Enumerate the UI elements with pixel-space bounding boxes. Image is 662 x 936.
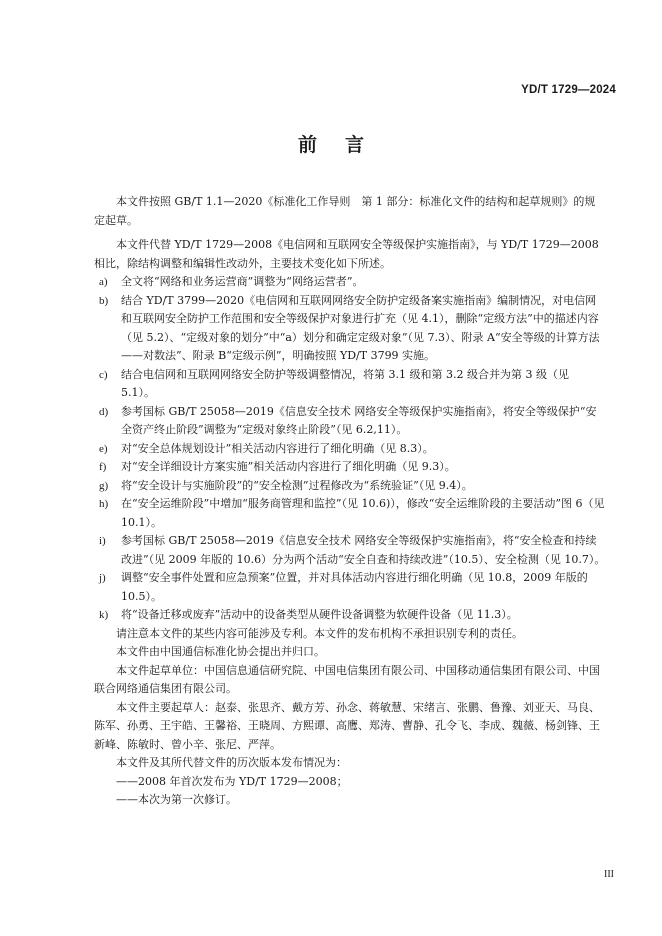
list-marker: b) xyxy=(99,294,109,307)
list-marker: g) xyxy=(99,479,109,492)
list-item-text: 参考国标 GB/T 25058—2019《信息安全技术 网络安全等级保护实施指南》，将安全等级保护“安全资产终止阶段”调整为“定级对象终止阶段”（见 6.2,11）。 xyxy=(121,404,597,436)
change-list xyxy=(94,273,606,625)
paragraph-drafting-basis: 本文件按照 GB/T 1.1—2020《标准化工作导则 第 1 部分：标准化文件的结构和起草规则》的规定起草。 xyxy=(94,195,596,227)
list-item-text: 对“安全详细设计方案实施”相关活动内容进行了细化明确（见 9.3）。 xyxy=(121,460,456,473)
list-marker: k) xyxy=(99,609,109,621)
list-item xyxy=(94,366,606,403)
list-item-text: 结合 YD/T 3799—2020《电信网和互联网网络安全防护定级备案实施指南》编制情况，对电信网和互联网安全防护工作范围和安全等级保护对象进行扩充（见 4.1），删除“定级方法”中的描述内容（见 5.2）、“定级对象的划分”中“a）划分和确定定级对象”（见 7.3）、附录 A“安全等级的计算方法——对数法”、附录 B“定级示例”，明确按照 YD/T 3799 实施。 xyxy=(121,293,600,362)
list-item xyxy=(94,569,606,606)
history-item: ——2008 年首次发布为 YD/T 1729—2008； xyxy=(116,774,348,788)
paragraph-drafters: 本文件主要起草人：赵泰、张思齐、戴方芳、孙念、蒋敏慧、宋绪言、张鹏、鲁豫、刘亚天、马良、陈军、孙勇、王宇皓、王馨裕、王晓周、方熙谭、高鹰、郑涛、曹静、孔令飞、李成、魏薇、杨剑锋、王新峰、陈敏时、曾小辛、张尼、严萍。 xyxy=(94,700,600,751)
list-item xyxy=(94,495,606,532)
list-item xyxy=(94,403,606,440)
paragraph-proposer: 本文件由中国通信标准化协会提出并归口。 xyxy=(116,645,325,658)
list-item-text: 在“安全运维阶段”中增加“服务商管理和监控”（见 10.6)），修改“安全运维阶段的主要活动”图 6（见 10.1）。 xyxy=(121,497,605,529)
list-item xyxy=(94,273,606,292)
paragraph-replacement: 本文件代替 YD/T 1729—2008《电信网和互联网安全等级保护实施指南》，与 YD/T 1729—2008 相比，除结构调整和编辑性改动外，主要技术变化如下所述。 xyxy=(94,238,599,270)
list-marker: d) xyxy=(99,405,109,418)
paragraph-history-intro: 本文件及其所代替文件的历次版本发布情况为： xyxy=(116,756,347,769)
list-item-text: 对“安全总体规划设计”相关活动内容进行了细化明确（见 8.3）。 xyxy=(121,441,434,455)
list-item xyxy=(94,292,606,366)
list-item-text: 结合电信网和互联网网络安全防护等级调整情况，将第 3.1 级和第 3.2 级合并为第 3 级（见 5.1）。 xyxy=(121,367,569,399)
list-item-text: 参考国标 GB/T 25058—2019《信息安全技术 网络安全等级保护实施指南》，将“安全检查和持续改进”（见 2009 年版的 10.6）分为两个活动“安全自查和持续改进”（10.5）、安全检测（见 10.7）。 xyxy=(121,534,606,566)
list-item xyxy=(94,532,606,569)
standard-code: YD/T 1729—2024 xyxy=(521,84,616,96)
list-item-text: 将“安全设计与实施阶段”的“安全检测”过程修改为“系统验证”（见 9.4）。 xyxy=(121,478,473,492)
paragraph-drafting-units: 本文件起草单位：中国信息通信研究院、中国电信集团有限公司、中国移动通信集团有限公司、中国联合网络通信集团有限公司。 xyxy=(94,663,600,695)
list-item-text: 全文将“网络和业务运营商”调整为“网络运营者”。 xyxy=(121,275,364,288)
list-item xyxy=(94,477,606,496)
page-number: III xyxy=(604,869,614,880)
document-body xyxy=(94,193,606,810)
paragraph-patent-notice: 请注意本文件的某些内容可能涉及专利。本文件的发布机构不承担识别专利的责任。 xyxy=(116,626,523,640)
list-marker: e) xyxy=(99,442,108,455)
page-title: 前言 xyxy=(297,134,392,156)
list-marker: h) xyxy=(99,498,109,510)
list-item-text: 调整“安全事件处置和应急预案”位置，并对具体活动内容进行细化明确（见 10.8，2009 年版的 10.5）。 xyxy=(121,571,588,603)
list-marker: f) xyxy=(99,461,107,473)
list-item xyxy=(94,606,606,625)
list-item xyxy=(94,458,606,477)
list-marker: i) xyxy=(99,535,106,547)
list-marker: j) xyxy=(99,572,106,584)
history-item: ——本次为第一次修订。 xyxy=(116,793,237,806)
list-item-text: 将“设备迁移或废弃”活动中的设备类型从硬件设备调整为软硬件设备（见 11.3）。 xyxy=(121,608,518,621)
list-item xyxy=(94,440,606,459)
list-marker: c) xyxy=(99,368,108,381)
list-marker: a) xyxy=(99,276,108,288)
